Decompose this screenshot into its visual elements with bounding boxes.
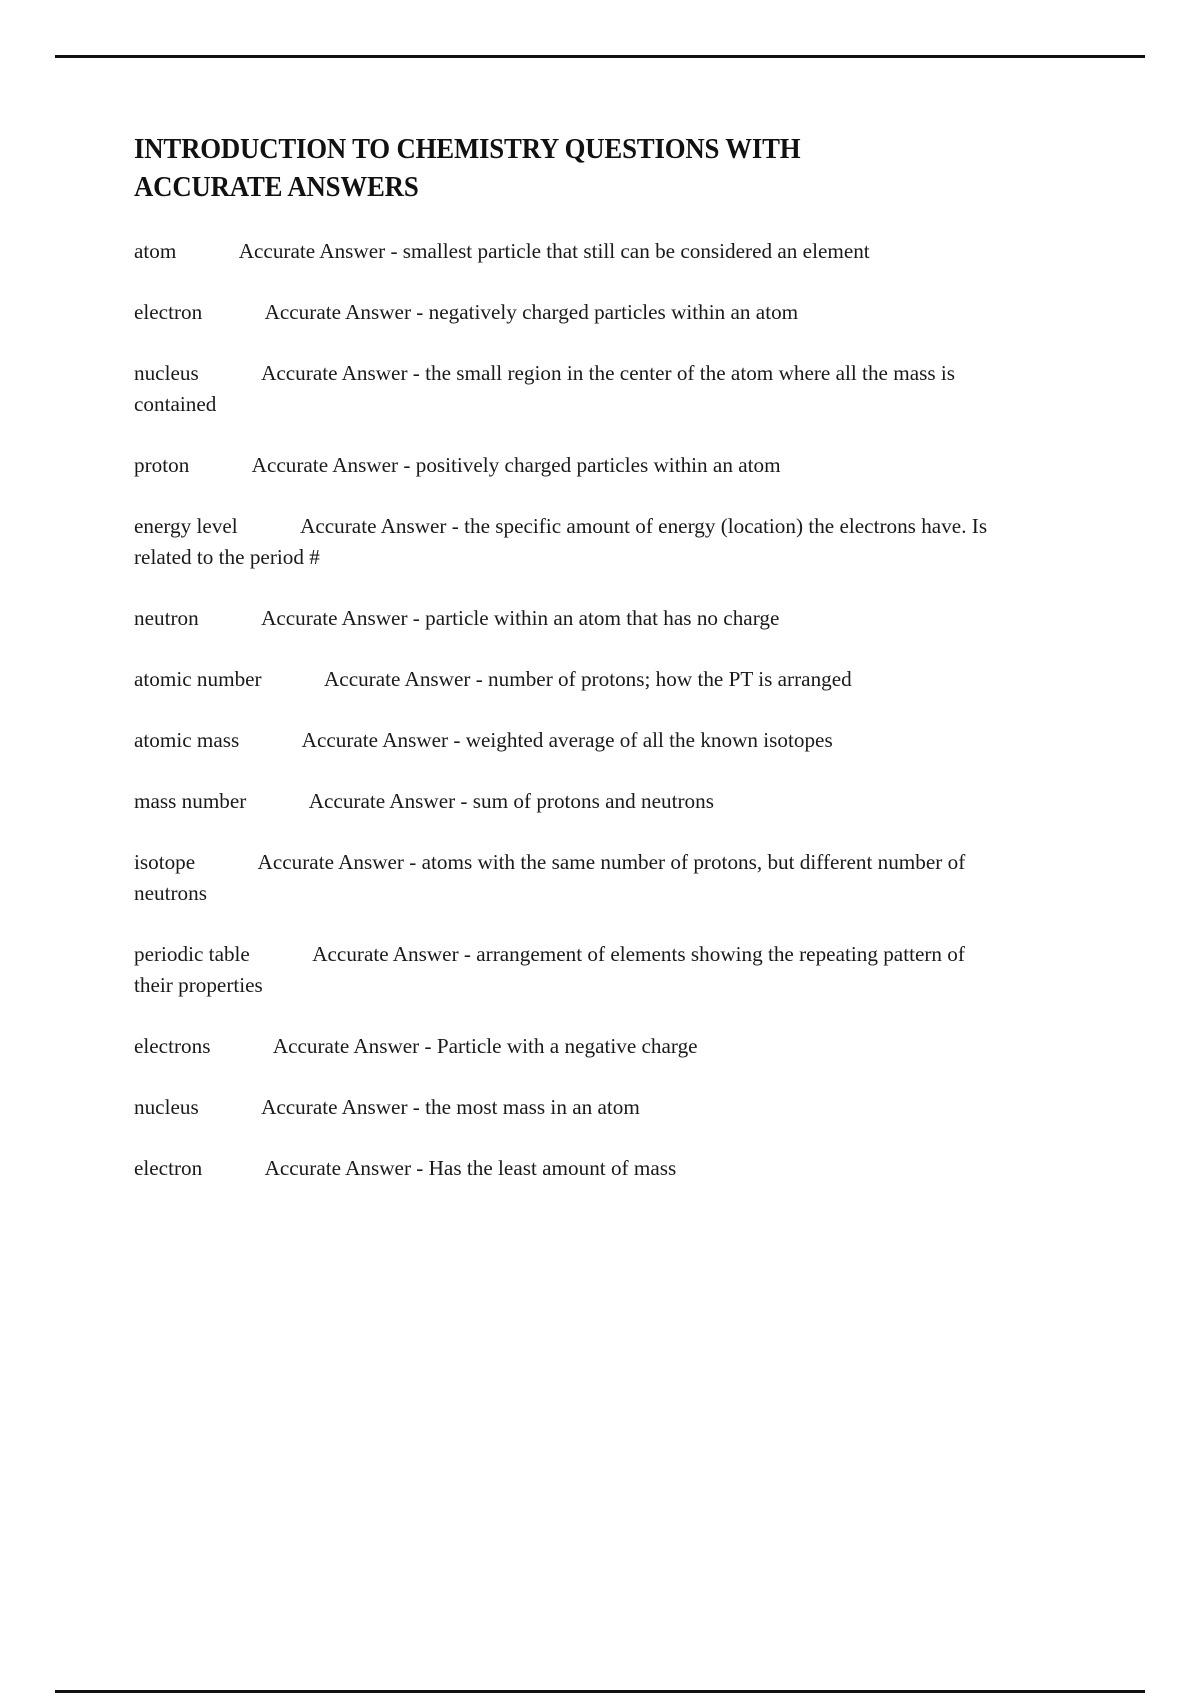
- qa-answer: Accurate Answer - weighted average of all the known isotopes: [301, 728, 833, 752]
- qa-entry-list: [134, 236, 1014, 1184]
- qa-gap: [262, 667, 324, 691]
- qa-gap: [176, 239, 238, 263]
- qa-term: electrons: [134, 1034, 211, 1058]
- document-body: [134, 131, 1014, 1184]
- qa-entry: [134, 603, 1001, 634]
- qa-gap: [199, 1095, 261, 1119]
- qa-entry: [134, 1153, 1001, 1184]
- qa-entry: [134, 297, 1001, 328]
- qa-gap: [239, 728, 301, 752]
- qa-answer: Accurate Answer - Has the least amount of mass: [264, 1156, 677, 1180]
- page-title: [134, 131, 886, 207]
- qa-gap: [202, 1156, 264, 1180]
- qa-term: proton: [134, 453, 190, 477]
- qa-answer: Accurate Answer - sum of protons and neutrons: [308, 789, 714, 813]
- qa-entry: [134, 1092, 1001, 1123]
- qa-entry: [134, 725, 1001, 756]
- qa-answer: Accurate Answer - atoms with the same number of protons, but different number of neutrons: [134, 850, 971, 905]
- qa-term: periodic table: [134, 942, 250, 966]
- qa-answer: Accurate Answer - the specific amount of energy (location) the electrons have. Is related to the period #: [134, 514, 993, 569]
- qa-term: electron: [134, 1156, 203, 1180]
- qa-answer: Accurate Answer - particle within an atom that has no charge: [261, 606, 780, 630]
- qa-answer: Accurate Answer - the most mass in an atom: [261, 1095, 640, 1119]
- page-title-line-1: INTRODUCTION TO CHEMISTRY QUESTIONS WITH: [134, 134, 801, 165]
- page-top-rule: [55, 55, 1145, 58]
- page-bottom-rule: [55, 1690, 1145, 1693]
- qa-gap: [199, 606, 261, 630]
- qa-gap: [238, 514, 300, 538]
- qa-term: nucleus: [134, 361, 199, 385]
- qa-answer: Accurate Answer - negatively charged particles within an atom: [264, 300, 799, 324]
- qa-entry: [134, 664, 1001, 695]
- qa-entry: [134, 358, 1001, 420]
- qa-answer: Accurate Answer - number of protons; how the PT is arranged: [323, 667, 852, 691]
- qa-answer: Accurate Answer - the small region in the center of the atom where all the mass is contained: [134, 361, 961, 416]
- qa-entry: [134, 1031, 1001, 1062]
- qa-answer: Accurate Answer - arrangement of elements showing the repeating pattern of their properties: [134, 942, 971, 997]
- qa-entry: [134, 511, 1001, 573]
- qa-answer: Accurate Answer - positively charged particles within an atom: [251, 453, 781, 477]
- page-title-line-2: ACCURATE ANSWERS: [134, 172, 419, 203]
- qa-gap: [210, 1034, 272, 1058]
- qa-answer: Accurate Answer - smallest particle that still can be considered an element: [238, 239, 870, 263]
- qa-entry: [134, 450, 1001, 481]
- qa-gap: [250, 942, 312, 966]
- qa-term: atomic number: [134, 667, 262, 691]
- qa-entry: [134, 847, 1001, 909]
- qa-entry: [134, 786, 1001, 817]
- qa-term: nucleus: [134, 1095, 199, 1119]
- qa-gap: [246, 789, 308, 813]
- qa-gap: [195, 850, 257, 874]
- qa-entry: [134, 236, 1001, 267]
- qa-term: electron: [134, 300, 203, 324]
- qa-term: energy level: [134, 514, 238, 538]
- qa-answer: Accurate Answer - Particle with a negative charge: [272, 1034, 698, 1058]
- qa-term: atomic mass: [134, 728, 240, 752]
- qa-term: neutron: [134, 606, 199, 630]
- qa-term: isotope: [134, 850, 196, 874]
- qa-entry: [134, 939, 1001, 1001]
- qa-gap: [202, 300, 264, 324]
- qa-gap: [189, 453, 251, 477]
- qa-term: atom: [134, 239, 177, 263]
- qa-gap: [199, 361, 261, 385]
- qa-term: mass number: [134, 789, 247, 813]
